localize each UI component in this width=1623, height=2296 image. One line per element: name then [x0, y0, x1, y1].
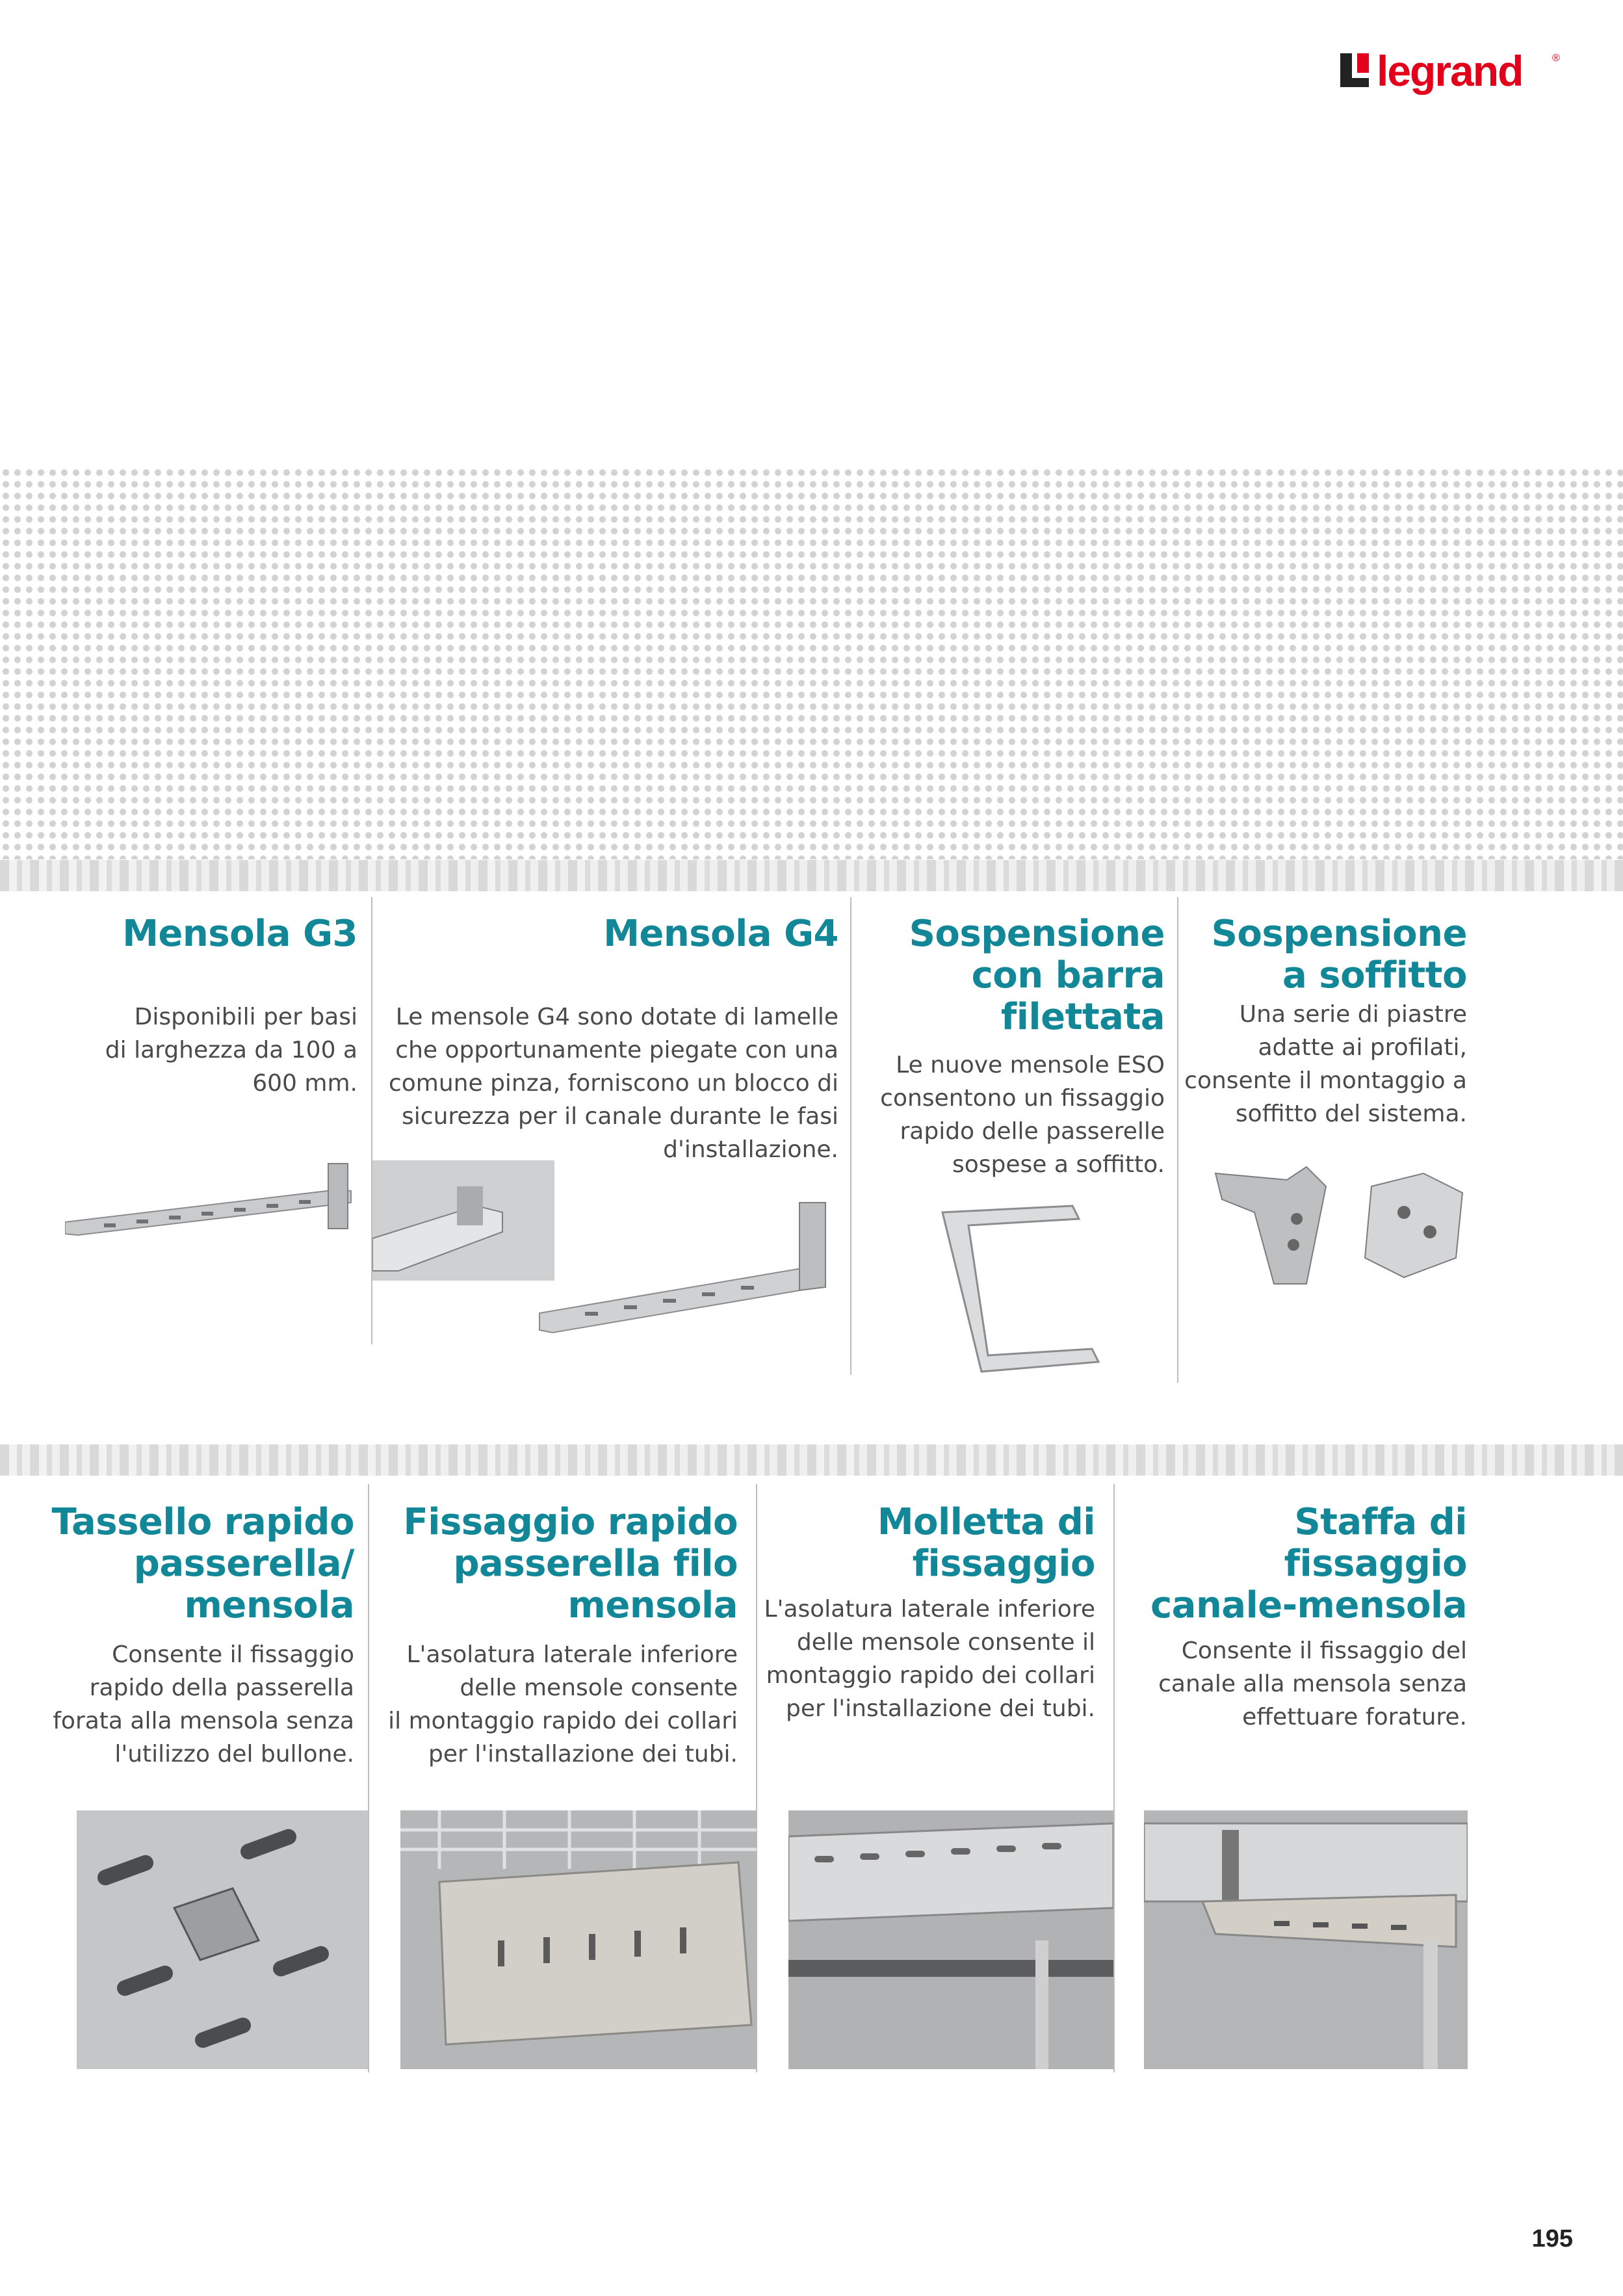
product-description: Consente il fissaggio rapido della passerella forata alla mensola senza l'utilizzo del bullone.	[53, 1641, 354, 1768]
product-title: Mensola G4	[603, 913, 838, 955]
product-mensola-g4	[377, 913, 838, 1166]
section-band-bottom	[0, 1444, 1623, 1476]
product-title: Sospensione con barra filettata	[909, 913, 1165, 1038]
product-molletta-fissaggio	[764, 1502, 1095, 1725]
legrand-logo	[1339, 47, 1560, 103]
product-title: Fissaggio rapido passerella filo mensola	[403, 1501, 738, 1626]
product-title: Tassello rapido passerella/ mensola	[51, 1501, 354, 1626]
quick-dowel-photo	[77, 1810, 368, 2069]
product-tassello-rapido	[39, 1502, 354, 1771]
fixing-clip-photo	[788, 1810, 1113, 2069]
column-divider	[368, 1484, 369, 2072]
product-description: L'asolatura laterale inferiore delle mensole consente il montaggio rapido dei collari per l'installazione dei tubi.	[388, 1641, 738, 1768]
product-description: L'asolatura laterale inferiore delle mensole consente il montaggio rapido dei collari per l'installazione dei tubi.	[764, 1596, 1095, 1722]
product-description: Disponibili per basi di larghezza da 100 a 600 mm.	[105, 1004, 357, 1097]
product-description: Le nuove mensole ESO consentono un fissaggio rapido delle passerelle sospese a soffitto.	[880, 1052, 1165, 1178]
product-title: Sospensione a soffitto	[1211, 913, 1467, 997]
product-title: Mensola G3	[122, 913, 357, 955]
column-divider	[1113, 1484, 1115, 2072]
product-mensola-g3	[52, 913, 357, 1100]
product-fissaggio-rapido-filo	[377, 1502, 738, 1771]
column-divider	[850, 897, 851, 1375]
g3-bracket-image	[65, 1151, 357, 1261]
product-title: Molletta di fissaggio	[877, 1501, 1095, 1585]
registered-mark: ®	[1552, 53, 1560, 64]
channel-bracket-photo	[1144, 1810, 1468, 2069]
dot-pattern	[0, 467, 1623, 859]
wire-tray-photo	[400, 1810, 757, 2069]
product-description: Una serie di piastre adatte ai profilati, consente il montaggio a soffitto del sistema.	[1184, 1001, 1467, 1127]
product-description: Le mensole G4 sono dotate di lamelle che opportunamente piegate con una comune pinza, forniscono un blocco di sicurezza per il canale durante le fasi d'installazione.	[388, 1004, 838, 1163]
product-sospensione-barra	[858, 913, 1165, 1181]
g4-bracket-image	[533, 1196, 845, 1352]
product-title: Staffa di fissaggio canale-mensola	[1150, 1501, 1467, 1626]
product-description: Consente il fissaggio del canale alla mensola senza effettuare forature.	[1158, 1637, 1467, 1730]
eso-hanger-image	[929, 1199, 1144, 1388]
product-staffa-canale-mensola	[1121, 1502, 1467, 1734]
section-band-top	[0, 860, 1623, 891]
brand-wordmark: legrand	[1377, 47, 1523, 95]
product-sospensione-soffitto	[1183, 913, 1467, 1130]
ceiling-plates-image	[1209, 1160, 1475, 1290]
page-number: 195	[1531, 2225, 1573, 2252]
g4-install-photo	[372, 1160, 554, 1281]
column-divider	[1177, 897, 1178, 1383]
